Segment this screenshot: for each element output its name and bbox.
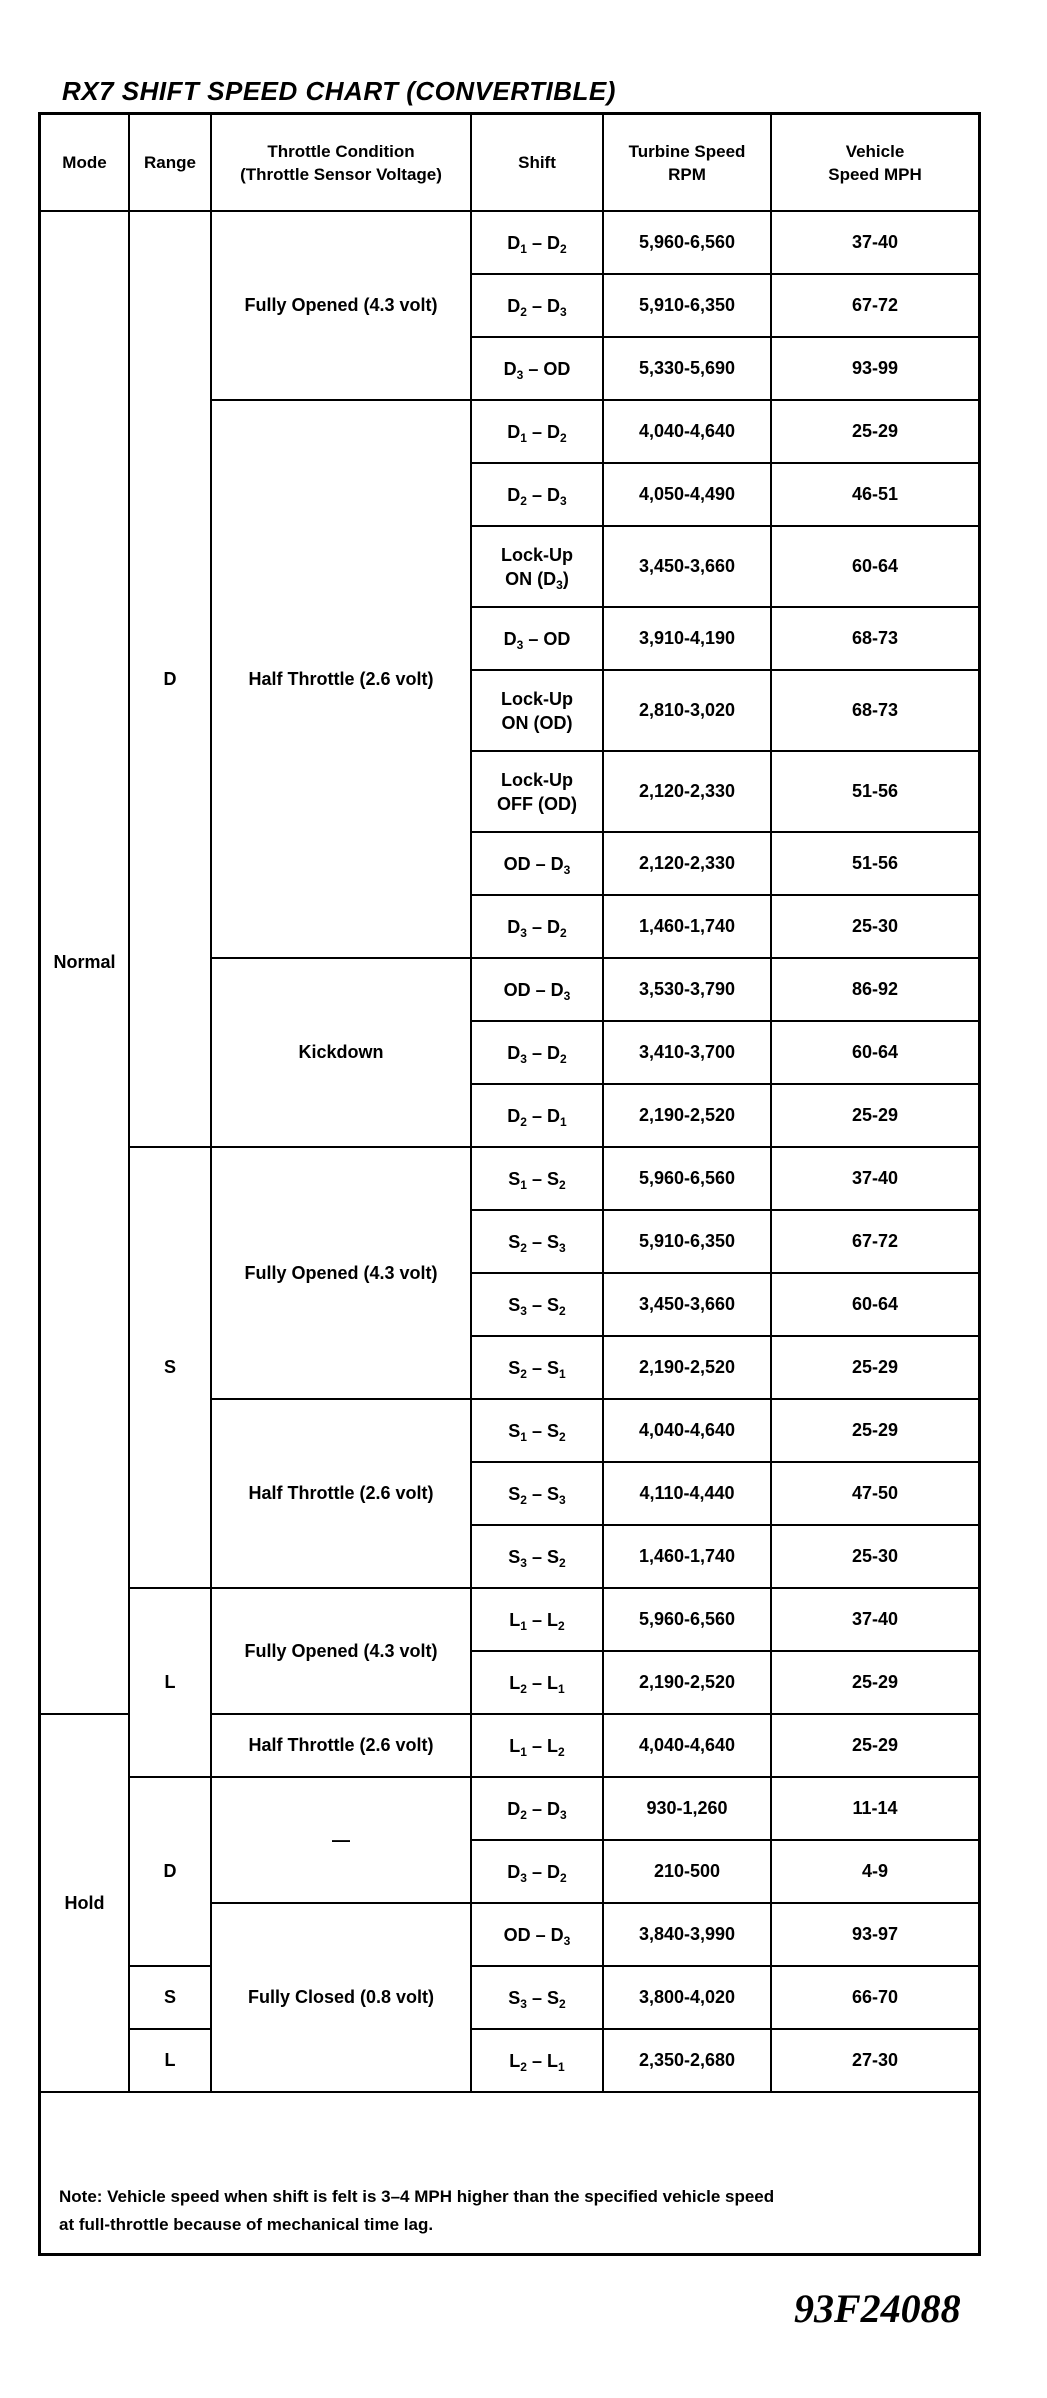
shift-gear-number: 2 (560, 430, 567, 445)
turbine-rpm-cell: 3,450-3,660 (603, 526, 771, 607)
shift-gear-number: 1 (558, 2059, 565, 2074)
shift-arrow-separator: – (523, 358, 544, 379)
figure-code: 93F24088 (794, 2286, 961, 2331)
shift-gear-label: D (547, 295, 560, 316)
shift-gear-number: 1 (520, 1618, 527, 1633)
shift-cell (471, 1462, 603, 1525)
table-body (41, 211, 978, 2092)
header-throttle-condition (211, 115, 471, 211)
header-range: Range (129, 115, 211, 211)
shift-gear-label: D (547, 916, 560, 937)
throttle-condition-cell: Fully Opened (4.3 volt) (211, 1588, 471, 1714)
shift-arrow-separator: – (526, 232, 547, 253)
shift-gear-number: 3 (520, 1996, 527, 2011)
table-row (41, 2029, 978, 2092)
shift-gear-label: D (503, 358, 517, 379)
shift-gear-label: S (508, 1168, 521, 1189)
shift-gear-label: D (550, 979, 564, 1000)
vehicle-mph-cell: 37-40 (771, 1147, 978, 1210)
throttle-condition-cell: Fully Closed (0.8 volt) (211, 1903, 471, 2092)
shift-speed-chart (38, 112, 981, 2256)
range-cell: S (129, 1147, 211, 1588)
shift-gear-label: OD (503, 979, 531, 1000)
shift-gear-number: 2 (520, 493, 527, 508)
shift-gear-label: D (547, 1798, 560, 1819)
turbine-rpm-cell: 2,120-2,330 (603, 832, 771, 895)
shift-arrow-separator: – (526, 2050, 547, 2071)
header-vehicle-line1: Vehicle (845, 141, 905, 161)
shift-gear-label: D (550, 1924, 564, 1945)
shift-gear-label: D (547, 232, 560, 253)
shift-cell (471, 337, 603, 400)
shift-gear-number: 3 (516, 637, 524, 652)
vehicle-mph-cell: 51-56 (771, 751, 978, 832)
shift-gear-number: 2 (559, 1555, 566, 1570)
lockup-state: ON (D (505, 568, 557, 589)
turbine-rpm-cell: 5,960-6,560 (603, 1147, 771, 1210)
shift-arrow-separator: – (530, 979, 551, 1000)
shift-gear-label: L (509, 1609, 521, 1630)
vehicle-mph-cell: 47-50 (771, 1462, 978, 1525)
shift-gear-number: 3 (520, 1870, 527, 1885)
shift-gear-number: 1 (520, 1177, 527, 1192)
throttle-condition-cell: Fully Opened (4.3 volt) (211, 211, 471, 400)
shift-cell (471, 2029, 603, 2092)
shift-gear-label: D (507, 1798, 521, 1819)
turbine-rpm-cell: 1,460-1,740 (603, 895, 771, 958)
shift-gear-label: OD (543, 358, 571, 379)
header-turbine-speed (603, 115, 771, 211)
shift-gear-number: 2 (520, 1807, 527, 1822)
shift-cell (471, 1903, 603, 1966)
shift-cell (471, 1966, 603, 2029)
shift-gear-label: D (507, 484, 521, 505)
mode-cell: Normal (41, 211, 129, 1714)
shift-cell (471, 895, 603, 958)
turbine-rpm-cell: 5,960-6,560 (603, 1588, 771, 1651)
shift-arrow-separator: – (526, 1798, 547, 1819)
shift-gear-label: D (507, 1861, 521, 1882)
shift-arrow-separator: – (526, 1672, 547, 1693)
turbine-rpm-cell: 3,530-3,790 (603, 958, 771, 1021)
shift-gear-label: S (508, 1546, 521, 1567)
shift-gear-number: 2 (520, 2059, 527, 2074)
vehicle-mph-cell: 25-29 (771, 1651, 978, 1714)
table-row (41, 1147, 978, 1210)
shift-gear-label: S (508, 1357, 521, 1378)
shift-gear-label: L (547, 2050, 558, 2071)
shift-gear-label: S (547, 1420, 560, 1441)
table-row (41, 1966, 978, 2029)
vehicle-mph-cell: 68-73 (771, 670, 978, 751)
shift-gear-number: 2 (559, 1177, 566, 1192)
turbine-rpm-cell: 2,120-2,330 (603, 751, 771, 832)
shift-gear-label: S (508, 1483, 521, 1504)
shift-gear-label: S (547, 1546, 560, 1567)
vehicle-mph-cell: 25-30 (771, 1525, 978, 1588)
shift-gear-number: 2 (520, 1240, 527, 1255)
vehicle-mph-cell: 37-40 (771, 1588, 978, 1651)
vehicle-mph-cell: 51-56 (771, 832, 978, 895)
shift-gear-number: 2 (560, 241, 567, 256)
lockup-label: Lock-Up (501, 688, 573, 709)
shift-gear-label: S (508, 1294, 521, 1315)
shift-arrow-separator: – (526, 484, 547, 505)
header-turbine-line2: RPM (668, 164, 706, 184)
shift-gear-number: 3 (563, 862, 571, 877)
shift-arrow-separator: – (526, 1231, 547, 1252)
header-vehicle-speed (771, 115, 978, 211)
shift-gear-label: L (547, 1735, 558, 1756)
shift-gear-number: 3 (520, 1051, 527, 1066)
shift-arrow-separator: – (526, 1420, 547, 1441)
shift-gear-label: S (508, 1420, 521, 1441)
shift-gear-number: 3 (560, 304, 567, 319)
shift-gear-label: S (547, 1168, 560, 1189)
vehicle-mph-cell: 67-72 (771, 1210, 978, 1273)
turbine-rpm-cell: 4,110-4,440 (603, 1462, 771, 1525)
vehicle-mph-cell: 60-64 (771, 1021, 978, 1084)
shift-gear-number: 1 (560, 1114, 567, 1129)
shift-gear-number: 3 (520, 1555, 527, 1570)
table-row (41, 211, 978, 274)
shift-arrow-separator: – (526, 916, 547, 937)
shift-gear-label: S (547, 1987, 560, 2008)
throttle-condition-cell: Kickdown (211, 958, 471, 1147)
shift-gear-number: 3 (563, 1933, 571, 1948)
shift-gear-number: 1 (558, 1681, 565, 1696)
shift-gear-number: 3 (560, 493, 567, 508)
turbine-rpm-cell: 2,350-2,680 (603, 2029, 771, 2092)
shift-cell (471, 1588, 603, 1651)
shift-arrow-separator: – (526, 1357, 547, 1378)
turbine-rpm-cell: 5,910-6,350 (603, 1210, 771, 1273)
vehicle-mph-cell: 37-40 (771, 211, 978, 274)
turbine-rpm-cell: 2,190-2,520 (603, 1084, 771, 1147)
shift-arrow-separator: – (526, 1105, 547, 1126)
shift-gear-label: D (547, 1105, 560, 1126)
lockup-state: OFF (OD) (497, 793, 577, 814)
shift-gear-label: S (547, 1294, 560, 1315)
shift-gear-label: D (503, 628, 517, 649)
throttle-condition-cell: Half Throttle (2.6 volt) (211, 1399, 471, 1588)
shift-gear-number: 2 (560, 925, 567, 940)
vehicle-mph-cell: 67-72 (771, 274, 978, 337)
shift-gear-number: 1 (520, 1429, 527, 1444)
lockup-close-paren: ) (562, 568, 569, 589)
shift-gear-number: 2 (520, 1492, 527, 1507)
range-cell: L (129, 2029, 211, 2092)
shift-gear-label: D (547, 1042, 560, 1063)
shift-arrow-separator: – (530, 853, 551, 874)
shift-arrow-separator: – (526, 1042, 547, 1063)
vehicle-mph-cell: 86-92 (771, 958, 978, 1021)
shift-gear-number: 2 (558, 1618, 565, 1633)
vehicle-mph-cell: 4-9 (771, 1840, 978, 1903)
range-cell: S (129, 1966, 211, 2029)
turbine-rpm-cell: 930-1,260 (603, 1777, 771, 1840)
range-cell: L (129, 1588, 211, 1777)
shift-gear-label: OD (543, 628, 571, 649)
note-line-1: Note: Vehicle speed when shift is felt is 3–4 MPH higher than the specified vehicle speed (59, 2187, 775, 2206)
shift-gear-number: 3 (520, 925, 527, 940)
shift-gear-label: S (547, 1357, 560, 1378)
turbine-rpm-cell: 4,040-4,640 (603, 400, 771, 463)
shift-gear-number: 2 (520, 304, 527, 319)
shift-arrow-separator: – (526, 1168, 547, 1189)
range-cell: D (129, 211, 211, 1147)
shift-gear-number: 2 (559, 1429, 566, 1444)
shift-gear-label: S (508, 1987, 521, 2008)
shift-gear-label: D (507, 421, 521, 442)
shift-arrow-separator: – (526, 1294, 547, 1315)
header-vehicle-line2: Speed MPH (828, 164, 922, 184)
vehicle-mph-cell: 27-30 (771, 2029, 978, 2092)
shift-gear-number: 2 (520, 1114, 527, 1129)
shift-gear-label: L (509, 2050, 521, 2071)
vehicle-mph-cell: 25-29 (771, 1336, 978, 1399)
shift-gear-number: 2 (520, 1366, 527, 1381)
vehicle-mph-cell: 46-51 (771, 463, 978, 526)
shift-gear-label: D (547, 1861, 560, 1882)
shift-cell (471, 670, 603, 751)
turbine-rpm-cell: 3,800-4,020 (603, 1966, 771, 2029)
shift-cell (471, 1714, 603, 1777)
shift-cell (471, 1777, 603, 1840)
shift-gear-label: D (507, 1042, 521, 1063)
shift-gear-number: 1 (520, 1744, 527, 1759)
vehicle-mph-cell: 66-70 (771, 1966, 978, 2029)
shift-cell (471, 751, 603, 832)
shift-cell (471, 463, 603, 526)
shift-cell (471, 1147, 603, 1210)
shift-cell (471, 211, 603, 274)
range-cell: D (129, 1777, 211, 1966)
turbine-rpm-cell: 5,910-6,350 (603, 274, 771, 337)
shift-arrow-separator: – (526, 1483, 547, 1504)
shift-gear-number: 1 (520, 241, 527, 256)
turbine-rpm-cell: 4,040-4,640 (603, 1399, 771, 1462)
turbine-rpm-cell: 3,410-3,700 (603, 1021, 771, 1084)
lockup-label: Lock-Up (501, 769, 573, 790)
lockup-label: Lock-Up (501, 544, 573, 565)
shift-gear-number: 2 (520, 1681, 527, 1696)
shift-gear-number: 3 (560, 1807, 567, 1822)
turbine-rpm-cell: 210-500 (603, 1840, 771, 1903)
shift-arrow-separator: – (526, 1987, 547, 2008)
shift-gear-number: 1 (559, 1366, 566, 1381)
turbine-rpm-cell: 4,050-4,490 (603, 463, 771, 526)
shift-cell (471, 1651, 603, 1714)
turbine-rpm-cell: 2,190-2,520 (603, 1651, 771, 1714)
shift-gear-label: D (547, 484, 560, 505)
shift-arrow-separator: – (526, 1861, 547, 1882)
vehicle-mph-cell: 25-30 (771, 895, 978, 958)
shift-cell (471, 607, 603, 670)
throttle-condition-cell: Half Throttle (2.6 volt) (211, 400, 471, 958)
table-note (59, 2183, 964, 2239)
header-turbine-line1: Turbine Speed (628, 141, 746, 161)
shift-arrow-separator: – (526, 1735, 547, 1756)
shift-gear-label: S (508, 1231, 521, 1252)
shift-gear-label: D (507, 232, 521, 253)
shift-gear-label: S (547, 1231, 560, 1252)
shift-cell (471, 1840, 603, 1903)
shift-cell (471, 1084, 603, 1147)
vehicle-mph-cell: 93-97 (771, 1903, 978, 1966)
throttle-condition-cell: Half Throttle (2.6 volt) (211, 1714, 471, 1777)
shift-cell (471, 1399, 603, 1462)
vehicle-mph-cell: 25-29 (771, 400, 978, 463)
vehicle-mph-cell: 25-29 (771, 1714, 978, 1777)
shift-arrow-separator: – (523, 628, 544, 649)
shift-gear-label: D (547, 421, 560, 442)
shift-cell (471, 1525, 603, 1588)
turbine-rpm-cell: 2,190-2,520 (603, 1336, 771, 1399)
shift-cell (471, 400, 603, 463)
header-shift: Shift (471, 115, 603, 211)
header-throttle-line2: (Throttle Sensor Voltage) (240, 164, 442, 184)
turbine-rpm-cell: 4,040-4,640 (603, 1714, 771, 1777)
shift-arrow-separator: – (526, 1546, 547, 1567)
shift-cell (471, 526, 603, 607)
shift-gear-label: OD (503, 1924, 531, 1945)
document-title: RX7 SHIFT SPEED CHART (CONVERTIBLE) (62, 76, 616, 106)
turbine-rpm-cell: 3,910-4,190 (603, 607, 771, 670)
shift-cell (471, 1021, 603, 1084)
shift-cell (471, 1273, 603, 1336)
shift-gear-number: 3 (559, 1492, 566, 1507)
shift-gear-number: 2 (558, 1744, 565, 1759)
shift-arrow-separator: – (526, 421, 547, 442)
header-mode: Mode (41, 115, 129, 211)
shift-gear-label: D (507, 916, 521, 937)
shift-gear-number: 3 (559, 1240, 566, 1255)
table-header-row (41, 115, 978, 211)
turbine-rpm-cell: 5,330-5,690 (603, 337, 771, 400)
lockup-gear-number: 3 (556, 577, 563, 592)
vehicle-mph-cell: 60-64 (771, 526, 978, 607)
shift-cell (471, 832, 603, 895)
shift-gear-number: 2 (559, 1996, 566, 2011)
shift-gear-label: D (507, 1105, 521, 1126)
shift-gear-label: L (509, 1735, 521, 1756)
vehicle-mph-cell: 93-99 (771, 337, 978, 400)
shift-gear-label: S (547, 1483, 560, 1504)
shift-gear-number: 3 (516, 367, 524, 382)
turbine-rpm-cell: 5,960-6,560 (603, 211, 771, 274)
shift-gear-number: 3 (520, 1303, 527, 1318)
note-line-2: at full-throttle because of mechanical time lag. (59, 2215, 434, 2234)
shift-gear-number: 2 (560, 1051, 567, 1066)
header-throttle-line1: Throttle Condition (267, 141, 415, 161)
shift-gear-label: OD (503, 853, 531, 874)
shift-arrow-separator: – (526, 1609, 547, 1630)
shift-arrow-separator: – (526, 295, 547, 316)
shift-cell (471, 958, 603, 1021)
lockup-state: ON (OD) (501, 712, 573, 733)
shift-arrow-separator: – (530, 1924, 551, 1945)
turbine-rpm-cell: 1,460-1,740 (603, 1525, 771, 1588)
shift-gear-label: D (550, 853, 564, 874)
table-row (41, 1777, 978, 1840)
shift-gear-label: L (547, 1672, 558, 1693)
shift-cell (471, 274, 603, 337)
turbine-rpm-cell: 2,810-3,020 (603, 670, 771, 751)
shift-gear-label: L (509, 1672, 521, 1693)
shift-gear-number: 2 (560, 1870, 567, 1885)
table-row (41, 1588, 978, 1651)
vehicle-mph-cell: 60-64 (771, 1273, 978, 1336)
turbine-rpm-cell: 3,450-3,660 (603, 1273, 771, 1336)
mode-cell: Hold (41, 1714, 129, 2092)
shift-gear-number: 3 (563, 988, 571, 1003)
vehicle-mph-cell: 68-73 (771, 607, 978, 670)
shift-speed-table (41, 115, 978, 2093)
shift-gear-number: 2 (559, 1303, 566, 1318)
vehicle-mph-cell: 25-29 (771, 1084, 978, 1147)
vehicle-mph-cell: 11-14 (771, 1777, 978, 1840)
throttle-condition-cell: — (211, 1777, 471, 1903)
shift-cell (471, 1336, 603, 1399)
shift-cell (471, 1210, 603, 1273)
shift-gear-label: L (547, 1609, 558, 1630)
vehicle-mph-cell: 25-29 (771, 1399, 978, 1462)
shift-gear-label: D (507, 295, 521, 316)
throttle-condition-cell: Fully Opened (4.3 volt) (211, 1147, 471, 1399)
shift-gear-number: 1 (520, 430, 527, 445)
turbine-rpm-cell: 3,840-3,990 (603, 1903, 771, 1966)
